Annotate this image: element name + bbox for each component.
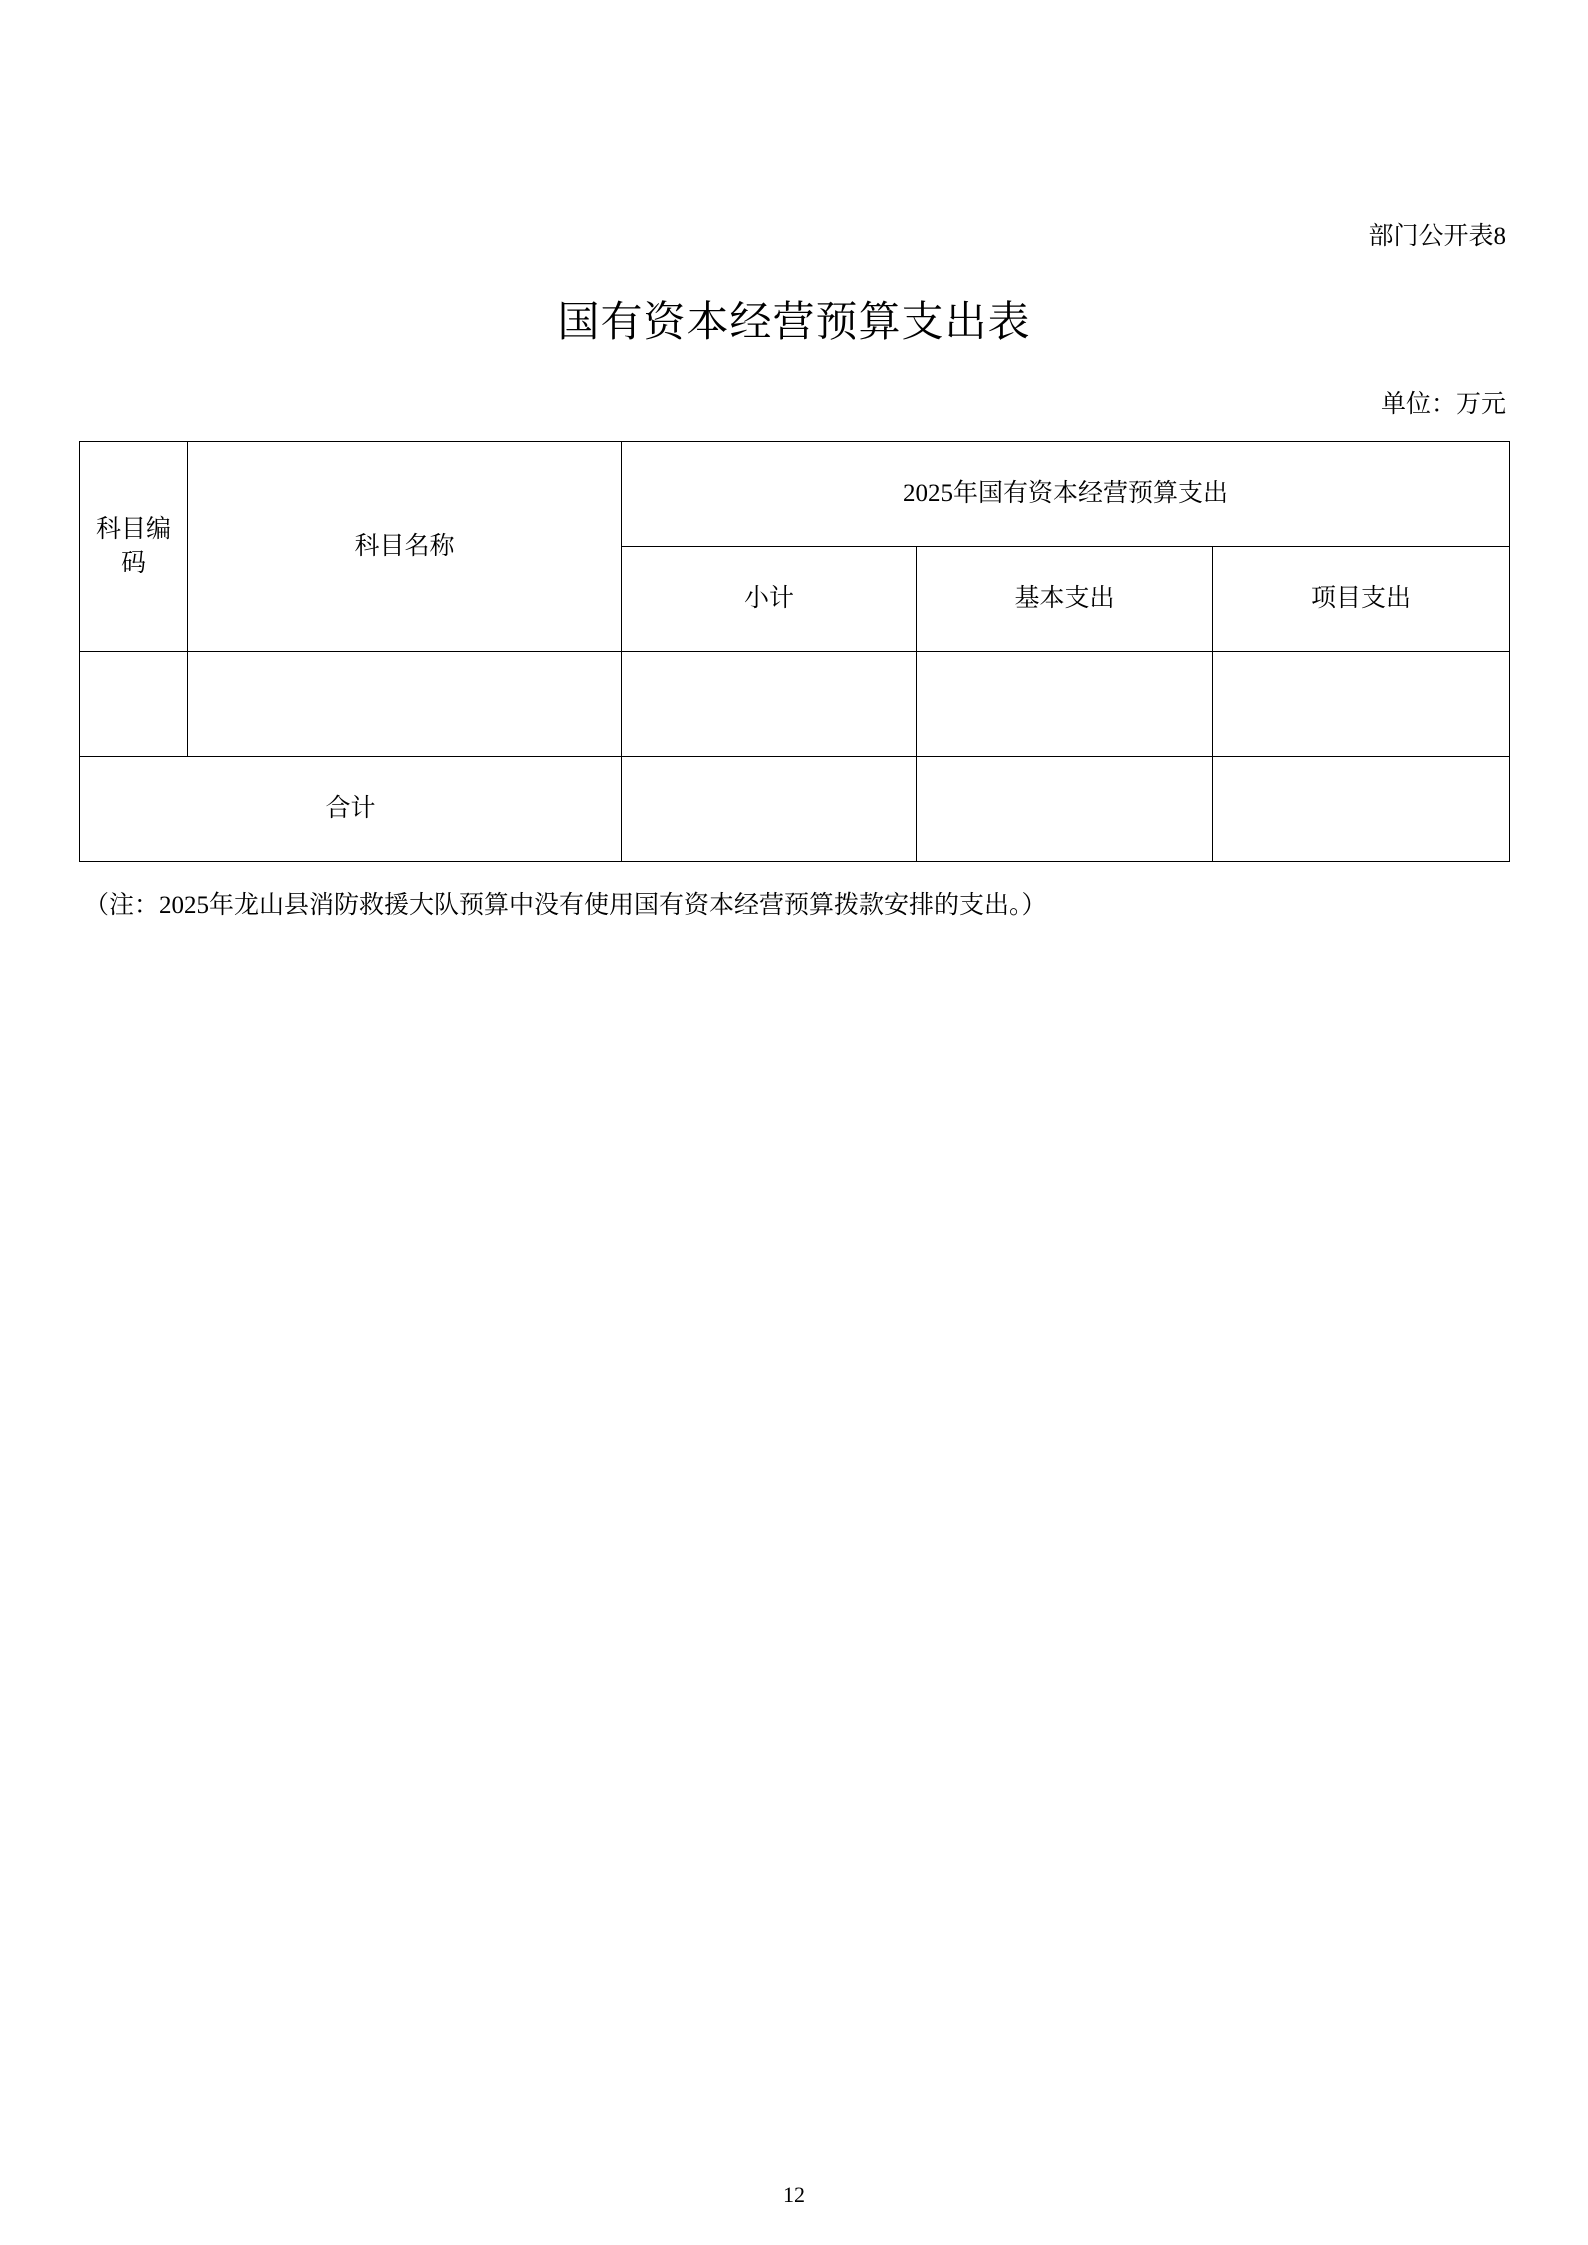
budget-expenditure-table [79,441,1510,862]
table-header-row [80,442,1510,547]
column-header-code: 科目编码 [80,442,188,652]
page-title: 国有资本经营预算支出表 [557,298,1031,345]
form-number: 部门公开表8 [1368,223,1506,250]
total-label: 合计 [80,757,622,862]
column-header-basic: 基本支出 [917,547,1213,652]
table-cell [1213,757,1510,862]
table-cell [1213,652,1510,757]
table-cell [622,757,917,862]
page-number: 12 [783,2182,805,2207]
column-header-project: 项目支出 [1213,547,1510,652]
column-group-header: 2025年国有资本经营预算支出 [622,442,1510,547]
unit-label: 单位：万元 [1380,391,1506,418]
table-cell [188,652,622,757]
table-row [80,652,1510,757]
table-note: （注：2025年龙山县消防救援大队预算中没有使用国有资本经营预算拨款安排的支出。） [84,892,1047,919]
table-cell [80,652,188,757]
table-total-row [80,757,1510,862]
table-cell [622,652,917,757]
table-cell [917,652,1213,757]
column-header-name: 科目名称 [188,442,622,652]
column-header-subtotal: 小计 [622,547,917,652]
table-cell [917,757,1213,862]
